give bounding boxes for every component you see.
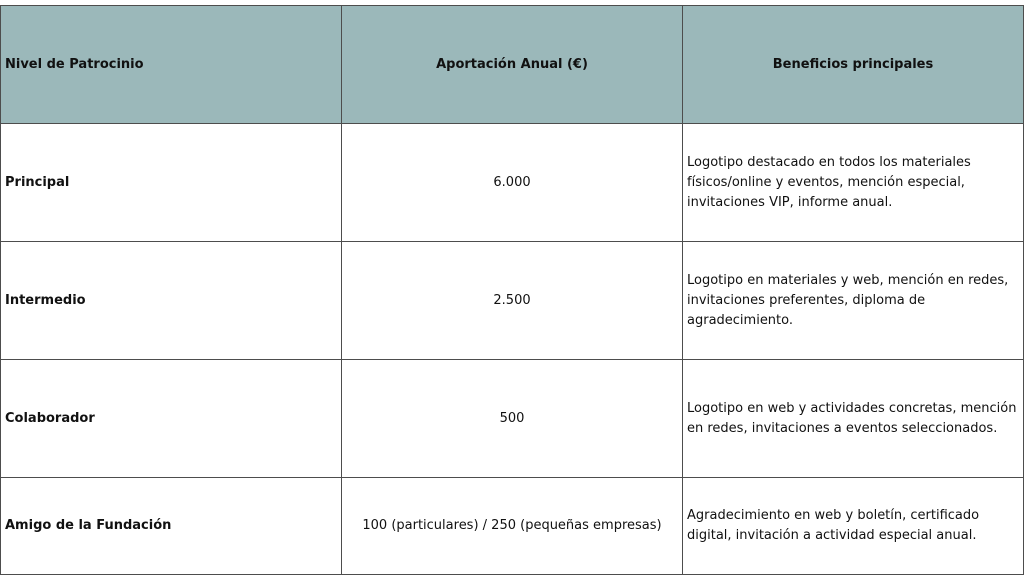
level-cell: Amigo de la Fundación — [1, 478, 342, 575]
table-row — [1, 360, 1024, 478]
header-level: Nivel de Patrocinio — [1, 6, 342, 124]
amount-cell: 500 — [342, 360, 683, 478]
table-header — [1, 6, 1024, 124]
table-row — [1, 124, 1024, 242]
benefits-cell: Logotipo destacado en todos los materiales físicos/online y eventos, mención especial, invitaciones VIP, informe anual. — [683, 124, 1024, 242]
table-body — [1, 124, 1024, 575]
amount-cell: 6.000 — [342, 124, 683, 242]
sponsorship-levels-table — [0, 5, 1024, 575]
level-cell: Principal — [1, 124, 342, 242]
level-cell: Intermedio — [1, 242, 342, 360]
table-row — [1, 478, 1024, 575]
benefits-cell: Logotipo en materiales y web, mención en redes, invitaciones preferentes, diploma de agradecimiento. — [683, 242, 1024, 360]
header-amount: Aportación Anual (€) — [342, 6, 683, 124]
header-row — [1, 6, 1024, 124]
level-cell: Colaborador — [1, 360, 342, 478]
header-benefits: Beneficios principales — [683, 6, 1024, 124]
amount-cell: 100 (particulares) / 250 (pequeñas empresas) — [342, 478, 683, 575]
benefits-cell: Agradecimiento en web y boletín, certificado digital, invitación a actividad especial anual. — [683, 478, 1024, 575]
amount-cell: 2.500 — [342, 242, 683, 360]
table-row — [1, 242, 1024, 360]
benefits-cell: Logotipo en web y actividades concretas, mención en redes, invitaciones a eventos seleccionados. — [683, 360, 1024, 478]
